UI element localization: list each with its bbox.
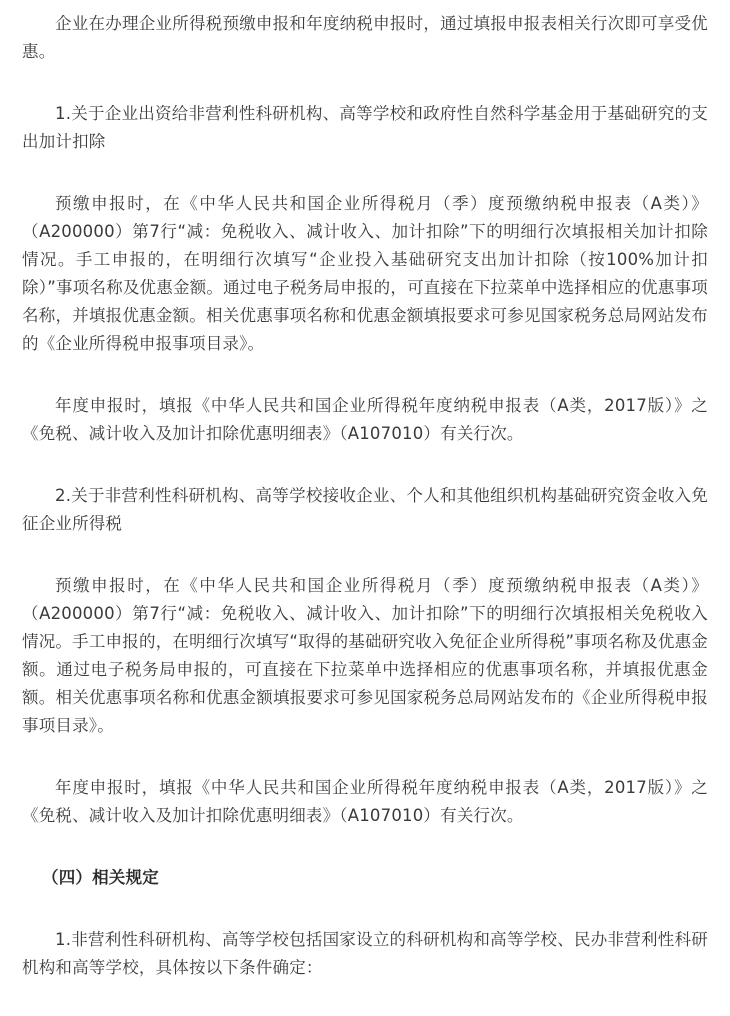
article-body bbox=[22, 10, 708, 1016]
item-1-prepayment-paragraph: 预缴申报时，在《中华人民共和国企业所得税月（季）度预缴纳税申报表（A类）》（A200000）第7行“减：免税收入、减计收入、加计扣除”下的明细行次填报相关加计扣除情况。手工申报的，在明细行次填写“企业投入基础研究支出加计扣除（按100%加计扣除）”事项名称及优惠金额。通过电子税务局申报的，可直接在下拉菜单中选择相应的优惠事项名称，并填报优惠金额。相关优惠事项名称和优惠金额填报要求可参见国家税务总局网站发布的《企业所得税申报事项目录》。 bbox=[22, 194, 708, 353]
intro-paragraph: 企业在办理企业所得税预缴申报和年度纳税申报时，通过填报申报表相关行次即可享受优惠。 bbox=[22, 14, 708, 61]
provision-1-paragraph: 1.非营利性科研机构、高等学校包括国家设立的科研机构和高等学校、民办非营利性科研机构和高等学校，具体按以下条件确定： bbox=[22, 930, 708, 977]
item-2-prepayment-paragraph: 预缴申报时，在《中华人民共和国企业所得税月（季）度预缴纳税申报表（A类）》（A200000）第7行“减：免税收入、减计收入、加计扣除”下的明细行次填报相关免税收入情况。手工申报的，在明细行次填写“取得的基础研究收入免征企业所得税”事项名称及优惠金额。通过电子税务局申报的，可直接在下拉菜单中选择相应的优惠事项名称，并填报优惠金额。相关优惠事项名称和优惠金额填报要求可参见国家税务总局网站发布的《企业所得税申报事项目录》。 bbox=[22, 576, 708, 735]
item-2-heading: 2.关于非营利性科研机构、高等学校接收企业、个人和其他组织机构基础研究资金收入免征企业所得税 bbox=[22, 486, 708, 533]
item-1-annual-paragraph: 年度申报时，填报《中华人民共和国企业所得税年度纳税申报表（A类，2017版）》之《免税、减计收入及加计扣除优惠明细表》（A107010）有关行次。 bbox=[22, 396, 708, 443]
section-heading-related-provisions: （四）相关规定 bbox=[42, 868, 159, 887]
item-2-annual-paragraph: 年度申报时，填报《中华人民共和国企业所得税年度纳税申报表（A类，2017版）》之《免税、减计收入及加计扣除优惠明细表》（A107010）有关行次。 bbox=[22, 778, 708, 825]
item-1-heading: 1.关于企业出资给非营利性科研机构、高等学校和政府性自然科学基金用于基础研究的支出加计扣除 bbox=[22, 104, 708, 151]
